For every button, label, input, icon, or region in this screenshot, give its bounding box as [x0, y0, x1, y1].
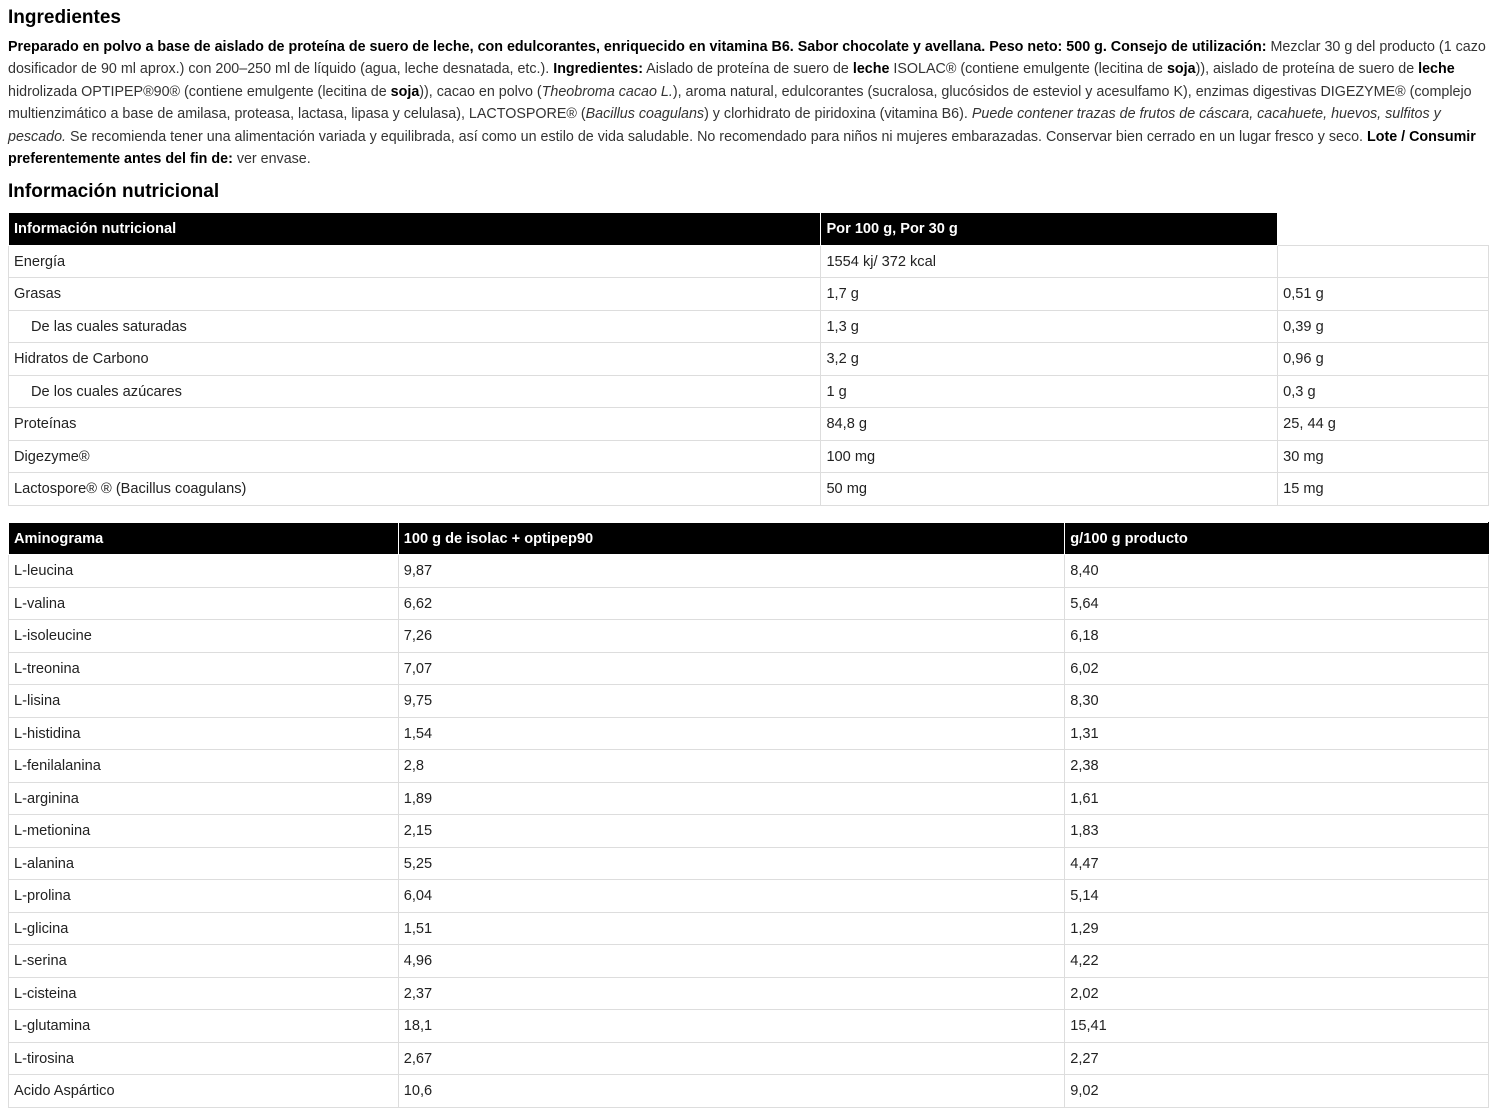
amino-name-cell: L-glutamina [9, 1010, 399, 1043]
per-100g-cell: 50 mg [821, 473, 1278, 506]
product-value-cell: 2,02 [1065, 977, 1489, 1010]
table-row [9, 717, 1489, 750]
column-header: Información nutricional [9, 213, 821, 246]
ingredients-label: Ingredientes: [553, 61, 643, 78]
product-value-cell: 1,31 [1065, 717, 1489, 750]
isolac-value-cell: 9,87 [398, 555, 1065, 588]
per-100g-cell: 100 mg [821, 440, 1278, 473]
amino-table-body [9, 555, 1489, 1108]
product-value-cell: 2,27 [1065, 1042, 1489, 1075]
table-row [9, 847, 1489, 880]
product-value-cell: 15,41 [1065, 1010, 1489, 1043]
nutrient-name-cell: Lactospore® ® (Bacillus coagulans) [9, 473, 821, 506]
per-100g-cell: 1 g [821, 375, 1278, 408]
amino-name-cell: Acido Aspártico [9, 1075, 399, 1108]
amino-name-cell: L-prolina [9, 880, 399, 913]
isolac-value-cell: 10,6 [398, 1075, 1065, 1108]
amino-name-cell: L-metionina [9, 815, 399, 848]
table-row [9, 880, 1489, 913]
table-row [9, 375, 1489, 408]
table-row [9, 620, 1489, 653]
isolac-value-cell: 6,04 [398, 880, 1065, 913]
per-30g-cell [1278, 245, 1489, 278]
text-segment: )), aislado de proteína de suero de [1195, 61, 1419, 78]
usage-text: Mezclar 30 g del producto (1 cazo dosificador de 90 ml aprox.) con 200–250 ml de líquido (agua, leche desnatada, etc.). [8, 39, 1486, 78]
nutrient-name-cell: De los cuales azúcares [9, 375, 821, 408]
amino-name-cell: L-valina [9, 587, 399, 620]
per-30g-cell: 25, 44 g [1278, 408, 1489, 441]
intro-bold: Preparado en polvo a base de aislado de proteína de suero de leche, con edulcorantes, enriquecido en vitamina B6. Sabor chocolate y avellana. Peso neto: 500 g. Consejo de utilización: [8, 39, 1267, 55]
column-header: Aminograma [9, 522, 399, 555]
table-row [9, 1075, 1489, 1108]
product-value-cell: 1,61 [1065, 782, 1489, 815]
amino-table [8, 522, 1489, 1108]
isolac-value-cell: 1,54 [398, 717, 1065, 750]
isolac-value-cell: 2,15 [398, 815, 1065, 848]
amino-name-cell: L-tirosina [9, 1042, 399, 1075]
text-segment: )), cacao en polvo ( [419, 83, 542, 100]
per-100g-cell: 1,7 g [821, 278, 1278, 311]
column-header: Por 100 g, Por 30 g [821, 213, 1278, 246]
isolac-value-cell: 9,75 [398, 685, 1065, 718]
text-segment: Aislado de proteína de suero de [643, 61, 853, 78]
allergen-soja: soja [390, 83, 420, 100]
nutrient-name-cell: De las cuales saturadas [9, 310, 821, 343]
table-row [9, 555, 1489, 588]
scientific-name: Bacillus coagulans [585, 106, 705, 123]
table-row [9, 750, 1489, 783]
isolac-value-cell: 2,8 [398, 750, 1065, 783]
product-description [8, 36, 1488, 170]
per-30g-cell: 30 mg [1278, 440, 1489, 473]
per-100g-cell: 3,2 g [821, 343, 1278, 376]
text-segment: ) y clorhidrato de piridoxina (vitamina B6). [704, 106, 972, 123]
table-row [9, 1042, 1489, 1075]
per-30g-cell: 0,3 g [1278, 375, 1489, 408]
amino-name-cell: L-lisina [9, 685, 399, 718]
table-row [9, 440, 1489, 473]
per-30g-cell: 0,51 g [1278, 278, 1489, 311]
product-value-cell: 5,64 [1065, 587, 1489, 620]
product-value-cell: 2,38 [1065, 750, 1489, 783]
isolac-value-cell: 7,07 [398, 652, 1065, 685]
amino-name-cell: L-histidina [9, 717, 399, 750]
isolac-value-cell: 4,96 [398, 945, 1065, 978]
empty-header-cell [1278, 213, 1489, 246]
table-row [9, 278, 1489, 311]
column-header: 100 g de isolac + optipep90 [398, 522, 1065, 555]
column-header: g/100 g producto [1065, 522, 1489, 555]
per-100g-cell: 84,8 g [821, 408, 1278, 441]
text-segment: ISOLAC® (contiene emulgente (lecitina de [889, 61, 1167, 78]
table-row [9, 473, 1489, 506]
isolac-value-cell: 2,37 [398, 977, 1065, 1010]
table-row [9, 685, 1489, 718]
amino-name-cell: L-fenilalanina [9, 750, 399, 783]
product-value-cell: 8,40 [1065, 555, 1489, 588]
lote-label: Lote / Consumir preferentemente antes del fin de: [8, 128, 1476, 168]
traces-warning: Puede contener trazas de frutos de cáscara, cacahuete, huevos, sulfitos y pescado. [8, 106, 1441, 145]
nutrient-name-cell: Proteínas [9, 408, 821, 441]
table-row [9, 408, 1489, 441]
isolac-value-cell: 6,62 [398, 587, 1065, 620]
table-row [9, 343, 1489, 376]
nutrient-name-cell: Grasas [9, 278, 821, 311]
isolac-value-cell: 1,89 [398, 782, 1065, 815]
isolac-value-cell: 2,67 [398, 1042, 1065, 1075]
text-segment: Se recomienda tener una alimentación variada y equilibrada, así como un estilo de vida saludable. No recomendado para niños ni mujeres embarazadas. Conservar bien cerrado en un lugar fresco y seco. [66, 128, 1367, 145]
product-value-cell: 6,18 [1065, 620, 1489, 653]
amino-name-cell: L-serina [9, 945, 399, 978]
table-row [9, 245, 1489, 278]
table-row [9, 652, 1489, 685]
per-30g-cell: 0,39 g [1278, 310, 1489, 343]
allergen-soja: soja [1166, 61, 1196, 78]
text-segment: ), aroma natural, edulcorantes (sucralosa, glucósidos de esteviol y acesulfamo K), enzimas digestivas DIGEZYME® (complejo multienzimático a base de amilasa, proteasa, lactasa, lipasa y celulasa), LACTOSPORE® ( [8, 83, 1472, 123]
allergen-leche: leche [1418, 61, 1455, 78]
text-segment: ver envase. [232, 151, 311, 168]
product-value-cell: 4,22 [1065, 945, 1489, 978]
ingredients-heading: Ingredientes [8, 7, 121, 28]
amino-name-cell: L-treonina [9, 652, 399, 685]
nutrient-name-cell: Hidratos de Carbono [9, 343, 821, 376]
table-header-row [9, 522, 1489, 555]
nutrition-table-body [9, 245, 1489, 505]
product-value-cell: 4,47 [1065, 847, 1489, 880]
table-row [9, 1010, 1489, 1043]
allergen-leche: leche [852, 61, 890, 78]
table-row [9, 912, 1489, 945]
scientific-name: Theobroma cacao L. [541, 83, 673, 100]
amino-name-cell: L-cisteina [9, 977, 399, 1010]
product-value-cell: 1,29 [1065, 912, 1489, 945]
isolac-value-cell: 18,1 [398, 1010, 1065, 1043]
per-100g-cell: 1,3 g [821, 310, 1278, 343]
nutrient-name-cell: Energía [9, 245, 821, 278]
amino-name-cell: L-leucina [9, 555, 399, 588]
amino-name-cell: L-glicina [9, 912, 399, 945]
table-row [9, 310, 1489, 343]
isolac-value-cell: 7,26 [398, 620, 1065, 653]
product-value-cell: 6,02 [1065, 652, 1489, 685]
amino-name-cell: L-arginina [9, 782, 399, 815]
isolac-value-cell: 5,25 [398, 847, 1065, 880]
text-segment: hidrolizada OPTIPEP®90® (contiene emulgente (lecitina de [8, 83, 391, 100]
nutrition-table [8, 212, 1489, 506]
table-row [9, 977, 1489, 1010]
per-100g-cell: 1554 kj/ 372 kcal [821, 245, 1278, 278]
table-row [9, 815, 1489, 848]
table-row [9, 782, 1489, 815]
nutrition-heading: Información nutricional [8, 181, 220, 203]
amino-name-cell: L-alanina [9, 847, 399, 880]
product-value-cell: 9,02 [1065, 1075, 1489, 1108]
table-header-row [9, 213, 1489, 246]
isolac-value-cell: 1,51 [398, 912, 1065, 945]
per-30g-cell: 15 mg [1278, 473, 1489, 506]
nutrient-name-cell: Digezyme® [9, 440, 821, 473]
product-value-cell: 1,83 [1065, 815, 1489, 848]
amino-name-cell: L-isoleucine [9, 620, 399, 653]
per-30g-cell: 0,96 g [1278, 343, 1489, 376]
product-value-cell: 5,14 [1065, 880, 1489, 913]
table-row [9, 945, 1489, 978]
table-row [9, 587, 1489, 620]
product-value-cell: 8,30 [1065, 685, 1489, 718]
